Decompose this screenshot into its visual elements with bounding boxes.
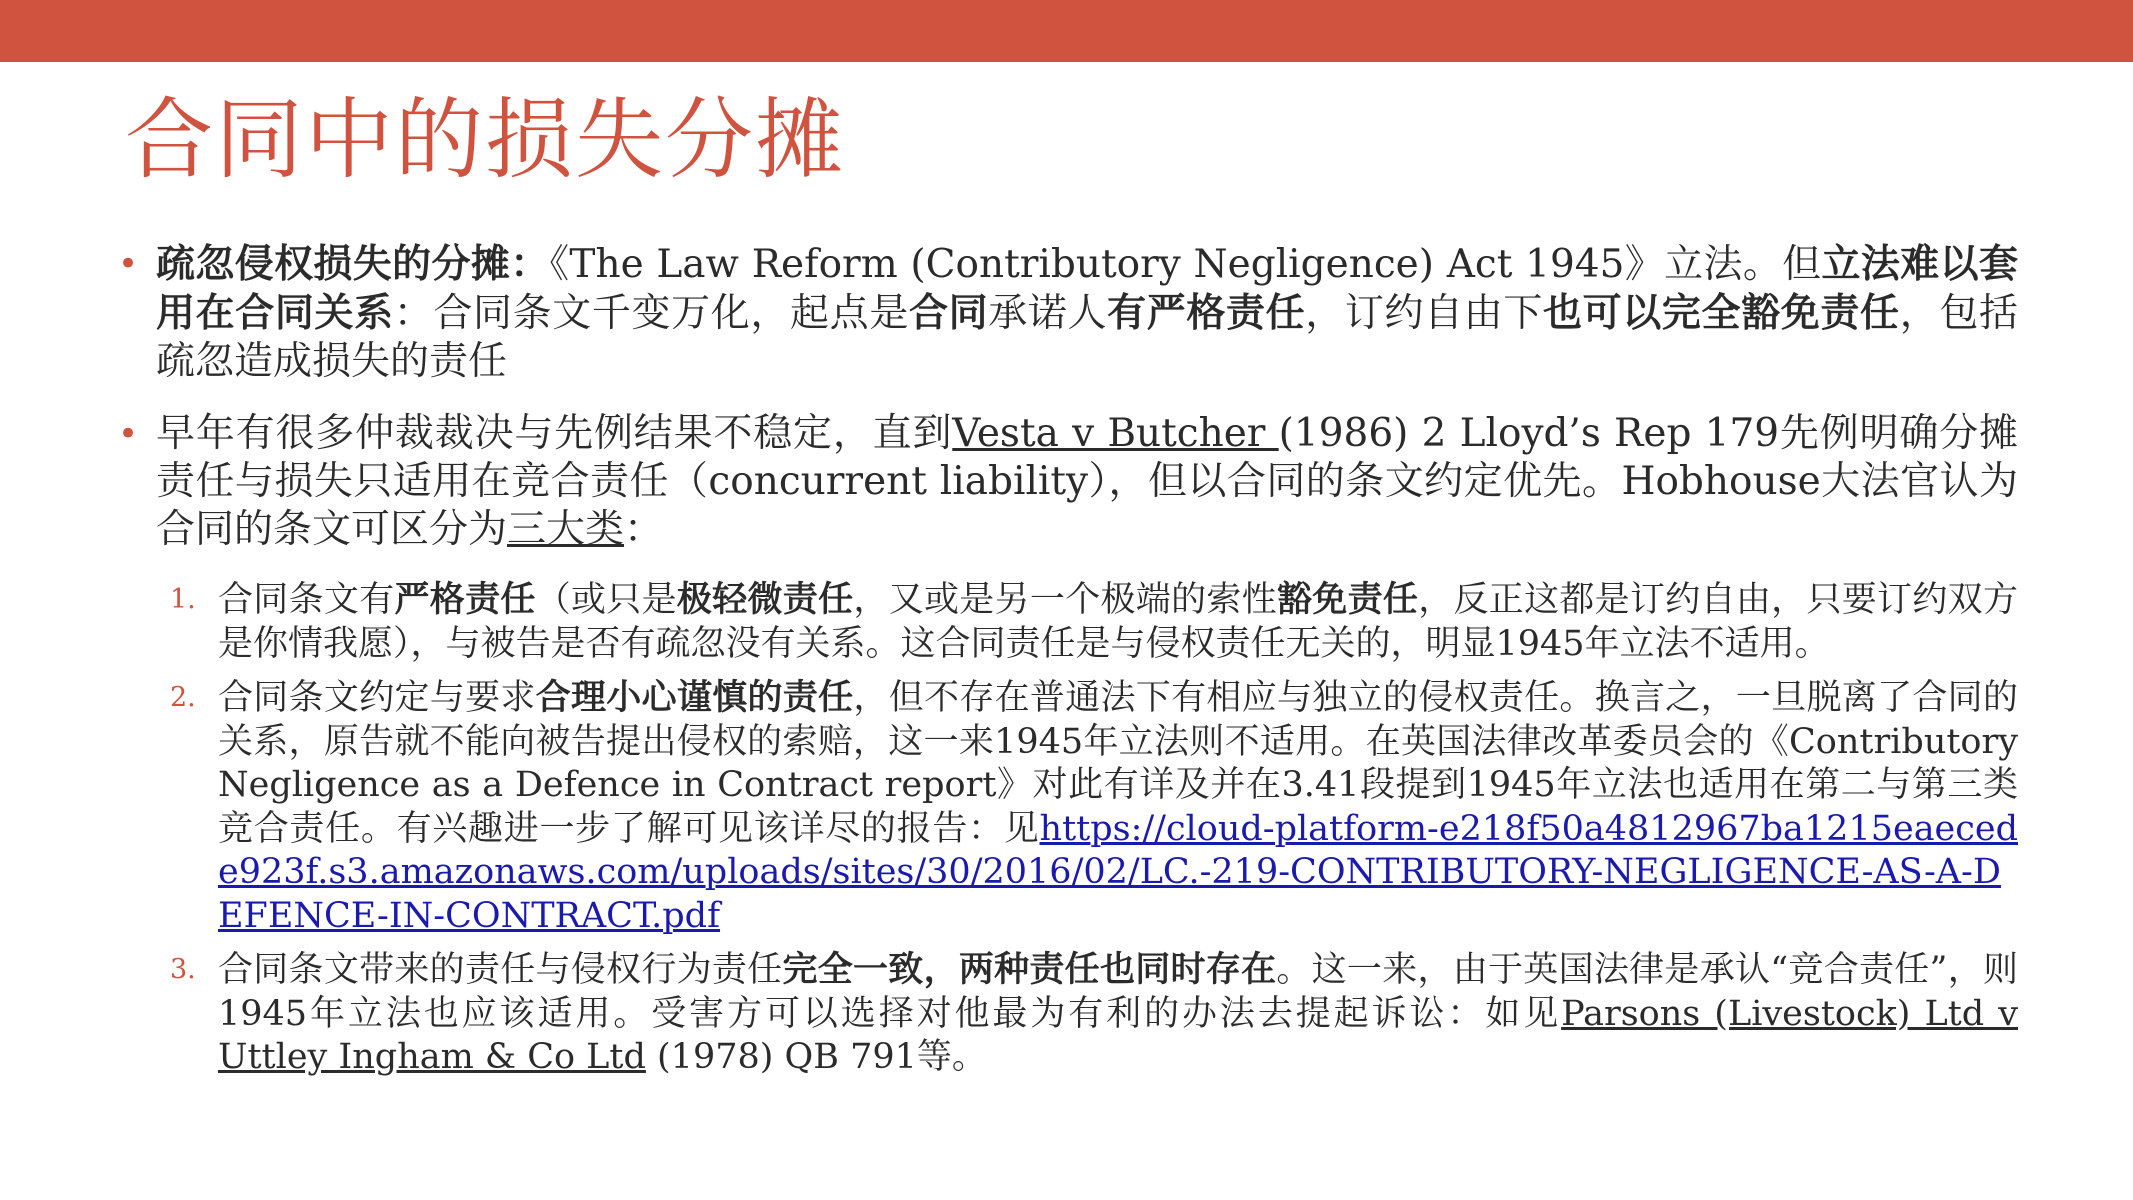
body-text: ，但不存在普通法下有相应与独立的侵权责任。换言之，一旦脱离了合同的关系，原告就不能向被告提出侵权的索赔，这一来1945年立法则不适用。在英国法律改革委员会的《Contributory Negligence as a Defence in Contract report》对此有详及并在3.41段提到1945年立法也适用在第二与第三类竞合责任。有兴趣进一步了解可见该详尽的报告：见: [218, 678, 2018, 849]
body-text: 合同条文带来的责任与侵权行为责任: [218, 950, 783, 990]
bullet-list: [118, 240, 2018, 1080]
item-text: [218, 950, 2018, 1077]
body-text: 合同条文约定与要求: [218, 678, 536, 718]
body-text: 《The Law Reform (Contributory Negligence) Act 1945》立法。但: [549, 242, 1822, 287]
top-accent-bar: [0, 0, 2133, 62]
bold-text: 立法难以套用在合同关系: [156, 241, 2018, 336]
numbered-item: [118, 948, 2018, 1080]
numbered-item: [118, 578, 2018, 666]
body-text: ，又或是另一个极端的索性: [853, 580, 1277, 620]
item-text: [218, 580, 2018, 664]
bullet-text: [156, 242, 2018, 384]
body-text: (1978) QB 791等。: [645, 1037, 987, 1077]
body-text: ：: [624, 507, 664, 552]
bullet-text: [156, 411, 2018, 552]
item-number: 1.: [170, 584, 196, 615]
bold-text: 疏忽侵权损失的分摊：: [156, 241, 550, 287]
bullet-marker: •: [118, 244, 139, 284]
bold-text: 也可以完全豁免责任: [1543, 290, 1900, 336]
bold-text: 完全一致，两种责任也同时存在: [782, 949, 1277, 990]
item-number: 2.: [170, 682, 196, 713]
bullet-marker: •: [118, 414, 139, 454]
bold-text: 合理小心谨慎的责任: [535, 677, 854, 718]
body-text: (1986) 2 Lloyd’s Rep 179先例明确分摊责任与损失只适用在竞合责任（concurrent liability），但以合同的条文约定优先。Hobhouse大法官认为合同的条文可区分为: [156, 411, 2018, 552]
body-text: 合同条文有: [218, 580, 395, 620]
slide-body: [118, 240, 2018, 1140]
body-text: 早年有很多仲裁裁决与先例结果不稳定，直到: [156, 411, 953, 456]
bold-text: 严格责任: [394, 579, 536, 620]
slide-title: 合同中的损失分摊: [125, 88, 846, 191]
body-text: ，包括疏忽造成损失的责任: [156, 291, 2018, 384]
case-citation: 三大类: [507, 507, 625, 552]
body-text: ，反正这都是订约自由，只要订约双方是你情我愿），与被告是否有疏忽没有关系。这合同责任是与侵权责任无关的，明显1945年立法不适用。: [218, 580, 2018, 664]
body-text: ：合同条文千变万化，起点是: [393, 291, 909, 336]
bullet-item: [118, 240, 2018, 386]
bold-text: 豁免责任: [1276, 579, 1419, 620]
numbered-item: [118, 676, 2018, 938]
item-number: 3.: [170, 954, 196, 985]
body-text: （或只是: [535, 580, 677, 620]
item-text: [218, 678, 2018, 936]
numbered-list: [118, 578, 2018, 1080]
bold-text: 合同: [908, 290, 989, 336]
report-link[interactable]: https://cloud-platform-e218f50a4812967ba1215eaecede923f.s3.amazonaws.com/uploads/sites/30/2016/02/LC.-219-CONTRIBUTORY-NEGLIGENCE-AS-A-DEFENCE-IN-CONTRACT.pdf: [218, 808, 2018, 936]
body-text: 。这一来，由于英国法律是承认“竞合责任”，则1945年立法也应该适用。受害方可以选择对他最为有利的办法去提起诉讼：如见: [218, 950, 2018, 1034]
body-text: 承诺人: [988, 291, 1108, 336]
bold-text: 极轻微责任: [676, 579, 854, 620]
numbered-list-wrapper: [118, 578, 2018, 1080]
case-citation: Parsons (Livestock) Ltd v Uttley Ingham & Co Ltd: [218, 993, 2018, 1077]
case-citation: Vesta v Butcher: [952, 411, 1279, 456]
bullet-item: [118, 410, 2018, 554]
bold-text: 有严格责任: [1107, 290, 1306, 336]
body-text: ，订约自由下: [1305, 291, 1544, 336]
